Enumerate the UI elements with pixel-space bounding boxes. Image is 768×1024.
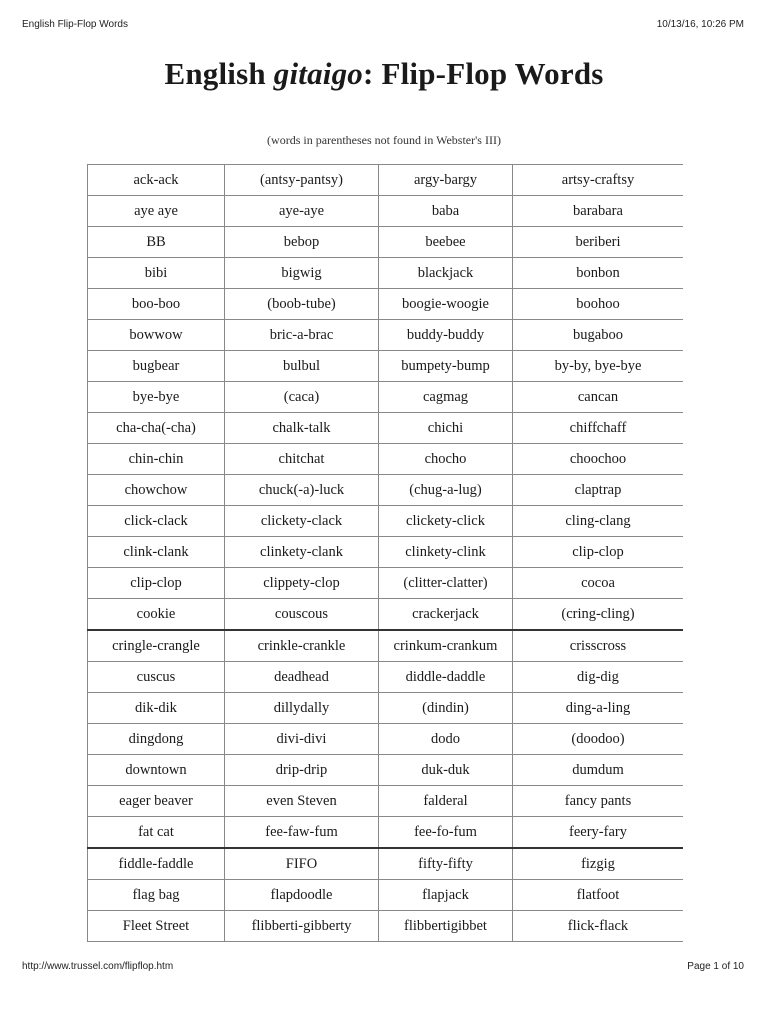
table-cell: bric-a-brac <box>225 320 379 351</box>
table-cell: deadhead <box>225 662 379 693</box>
table-cell: dig-dig <box>513 662 684 693</box>
table-cell: fee-faw-fum <box>225 817 379 849</box>
table-row <box>88 382 684 413</box>
table-cell: divi-divi <box>225 724 379 755</box>
table-cell: by-by, bye-bye <box>513 351 684 382</box>
table-cell: cuscus <box>88 662 225 693</box>
table-cell: drip-drip <box>225 755 379 786</box>
table-cell: clip-clop <box>88 568 225 599</box>
table-cell: bonbon <box>513 258 684 289</box>
table-cell: even Steven <box>225 786 379 817</box>
table-cell: flibberti-gibberty <box>225 911 379 942</box>
table-cell: fizgig <box>513 848 684 880</box>
table-cell: clip-clop <box>513 537 684 568</box>
table-cell: beriberi <box>513 227 684 258</box>
table-cell: chichi <box>379 413 513 444</box>
table-row <box>88 724 684 755</box>
table-cell: cancan <box>513 382 684 413</box>
table-cell: cling-clang <box>513 506 684 537</box>
table-cell: fancy pants <box>513 786 684 817</box>
table-cell: artsy-craftsy <box>513 165 684 196</box>
table-cell: crinkum-crankum <box>379 630 513 662</box>
table-cell: (clitter-clatter) <box>379 568 513 599</box>
table-cell: flapjack <box>379 880 513 911</box>
table-cell: clinkety-clank <box>225 537 379 568</box>
table-cell: chiffchaff <box>513 413 684 444</box>
table-cell: bulbul <box>225 351 379 382</box>
table-cell: clink-clank <box>88 537 225 568</box>
table-cell: couscous <box>225 599 379 631</box>
table-cell: cookie <box>88 599 225 631</box>
table-cell: fiddle-faddle <box>88 848 225 880</box>
table-row <box>88 196 684 227</box>
table-cell: falderal <box>379 786 513 817</box>
table-cell: boogie-woogie <box>379 289 513 320</box>
table-cell: cringle-crangle <box>88 630 225 662</box>
table-row <box>88 351 684 382</box>
table-row <box>88 693 684 724</box>
page-title <box>0 56 768 92</box>
table-row <box>88 568 684 599</box>
title-part1: English <box>164 56 274 91</box>
table-cell: click-clack <box>88 506 225 537</box>
table-cell: clinkety-clink <box>379 537 513 568</box>
table-cell: argy-bargy <box>379 165 513 196</box>
table-cell: bye-bye <box>88 382 225 413</box>
table-cell: buddy-buddy <box>379 320 513 351</box>
table-cell: bugaboo <box>513 320 684 351</box>
table-cell: bowwow <box>88 320 225 351</box>
table-cell: fee-fo-fum <box>379 817 513 849</box>
table-row <box>88 537 684 568</box>
table-cell: flapdoodle <box>225 880 379 911</box>
table-row <box>88 258 684 289</box>
table-cell: dillydally <box>225 693 379 724</box>
title-part2: : Flip-Flop Words <box>363 56 604 91</box>
print-footer-page: Page 1 of 10 <box>687 961 744 972</box>
table-cell: duk-duk <box>379 755 513 786</box>
table-row <box>88 662 684 693</box>
table-cell: fat cat <box>88 817 225 849</box>
table-cell: clickety-clack <box>225 506 379 537</box>
table-cell: (doodoo) <box>513 724 684 755</box>
table-cell: chuck(-a)-luck <box>225 475 379 506</box>
table-cell: ack-ack <box>88 165 225 196</box>
table-cell: cagmag <box>379 382 513 413</box>
table-cell: baba <box>379 196 513 227</box>
table-cell: bumpety-bump <box>379 351 513 382</box>
table-cell: boohoo <box>513 289 684 320</box>
table-cell: bigwig <box>225 258 379 289</box>
print-header-title: English Flip-Flop Words <box>22 19 128 30</box>
table-cell: barabara <box>513 196 684 227</box>
table-row <box>88 475 684 506</box>
table-cell: ding-a-ling <box>513 693 684 724</box>
table-row <box>88 630 684 662</box>
table-cell: chin-chin <box>88 444 225 475</box>
table-cell: dingdong <box>88 724 225 755</box>
table-cell: BB <box>88 227 225 258</box>
table-cell: bebop <box>225 227 379 258</box>
table-row <box>88 786 684 817</box>
table-cell: claptrap <box>513 475 684 506</box>
table-cell: (boob-tube) <box>225 289 379 320</box>
table-cell: cocoa <box>513 568 684 599</box>
table-cell: beebee <box>379 227 513 258</box>
table-cell: bibi <box>88 258 225 289</box>
table-row <box>88 320 684 351</box>
table-row <box>88 599 684 631</box>
table-row <box>88 848 684 880</box>
table-cell: blackjack <box>379 258 513 289</box>
table-cell: crisscross <box>513 630 684 662</box>
table-row <box>88 289 684 320</box>
table-cell: flibbertigibbet <box>379 911 513 942</box>
table-cell: dodo <box>379 724 513 755</box>
table-cell: bugbear <box>88 351 225 382</box>
table-cell: (cring-cling) <box>513 599 684 631</box>
print-footer-url: http://www.trussel.com/flipflop.htm <box>22 961 174 972</box>
print-header-datetime: 10/13/16, 10:26 PM <box>656 19 744 30</box>
table-cell: flatfoot <box>513 880 684 911</box>
table-cell: clickety-click <box>379 506 513 537</box>
table-cell: (caca) <box>225 382 379 413</box>
table-cell: choochoo <box>513 444 684 475</box>
table-row <box>88 817 684 849</box>
table-cell: FIFO <box>225 848 379 880</box>
table-row <box>88 165 684 196</box>
page-subtitle: (words in parentheses not found in Webster's III) <box>267 133 501 147</box>
table-cell: clippety-clop <box>225 568 379 599</box>
table-row <box>88 413 684 444</box>
table-row <box>88 880 684 911</box>
table-cell: cha-cha(-cha) <box>88 413 225 444</box>
table-cell: crinkle-crankle <box>225 630 379 662</box>
table-cell: chocho <box>379 444 513 475</box>
table-cell: fifty-fifty <box>379 848 513 880</box>
table-cell: diddle-daddle <box>379 662 513 693</box>
table-row <box>88 227 684 258</box>
word-table <box>87 164 683 942</box>
table-row <box>88 506 684 537</box>
table-cell: feery-fary <box>513 817 684 849</box>
table-cell: (dindin) <box>379 693 513 724</box>
table-cell: downtown <box>88 755 225 786</box>
table-cell: Fleet Street <box>88 911 225 942</box>
word-table-container <box>87 164 683 946</box>
table-cell: chitchat <box>225 444 379 475</box>
table-cell: flick-flack <box>513 911 684 942</box>
table-cell: eager beaver <box>88 786 225 817</box>
title-italic: gitaigo <box>273 56 363 91</box>
table-cell: boo-boo <box>88 289 225 320</box>
table-cell: dumdum <box>513 755 684 786</box>
table-cell: flag bag <box>88 880 225 911</box>
table-cell: (antsy-pantsy) <box>225 165 379 196</box>
table-row <box>88 755 684 786</box>
table-cell: aye-aye <box>225 196 379 227</box>
table-cell: (chug-a-lug) <box>379 475 513 506</box>
table-row <box>88 444 684 475</box>
table-cell: chalk-talk <box>225 413 379 444</box>
table-cell: chowchow <box>88 475 225 506</box>
table-cell: crackerjack <box>379 599 513 631</box>
table-row <box>88 911 684 942</box>
table-cell: dik-dik <box>88 693 225 724</box>
table-cell: aye aye <box>88 196 225 227</box>
